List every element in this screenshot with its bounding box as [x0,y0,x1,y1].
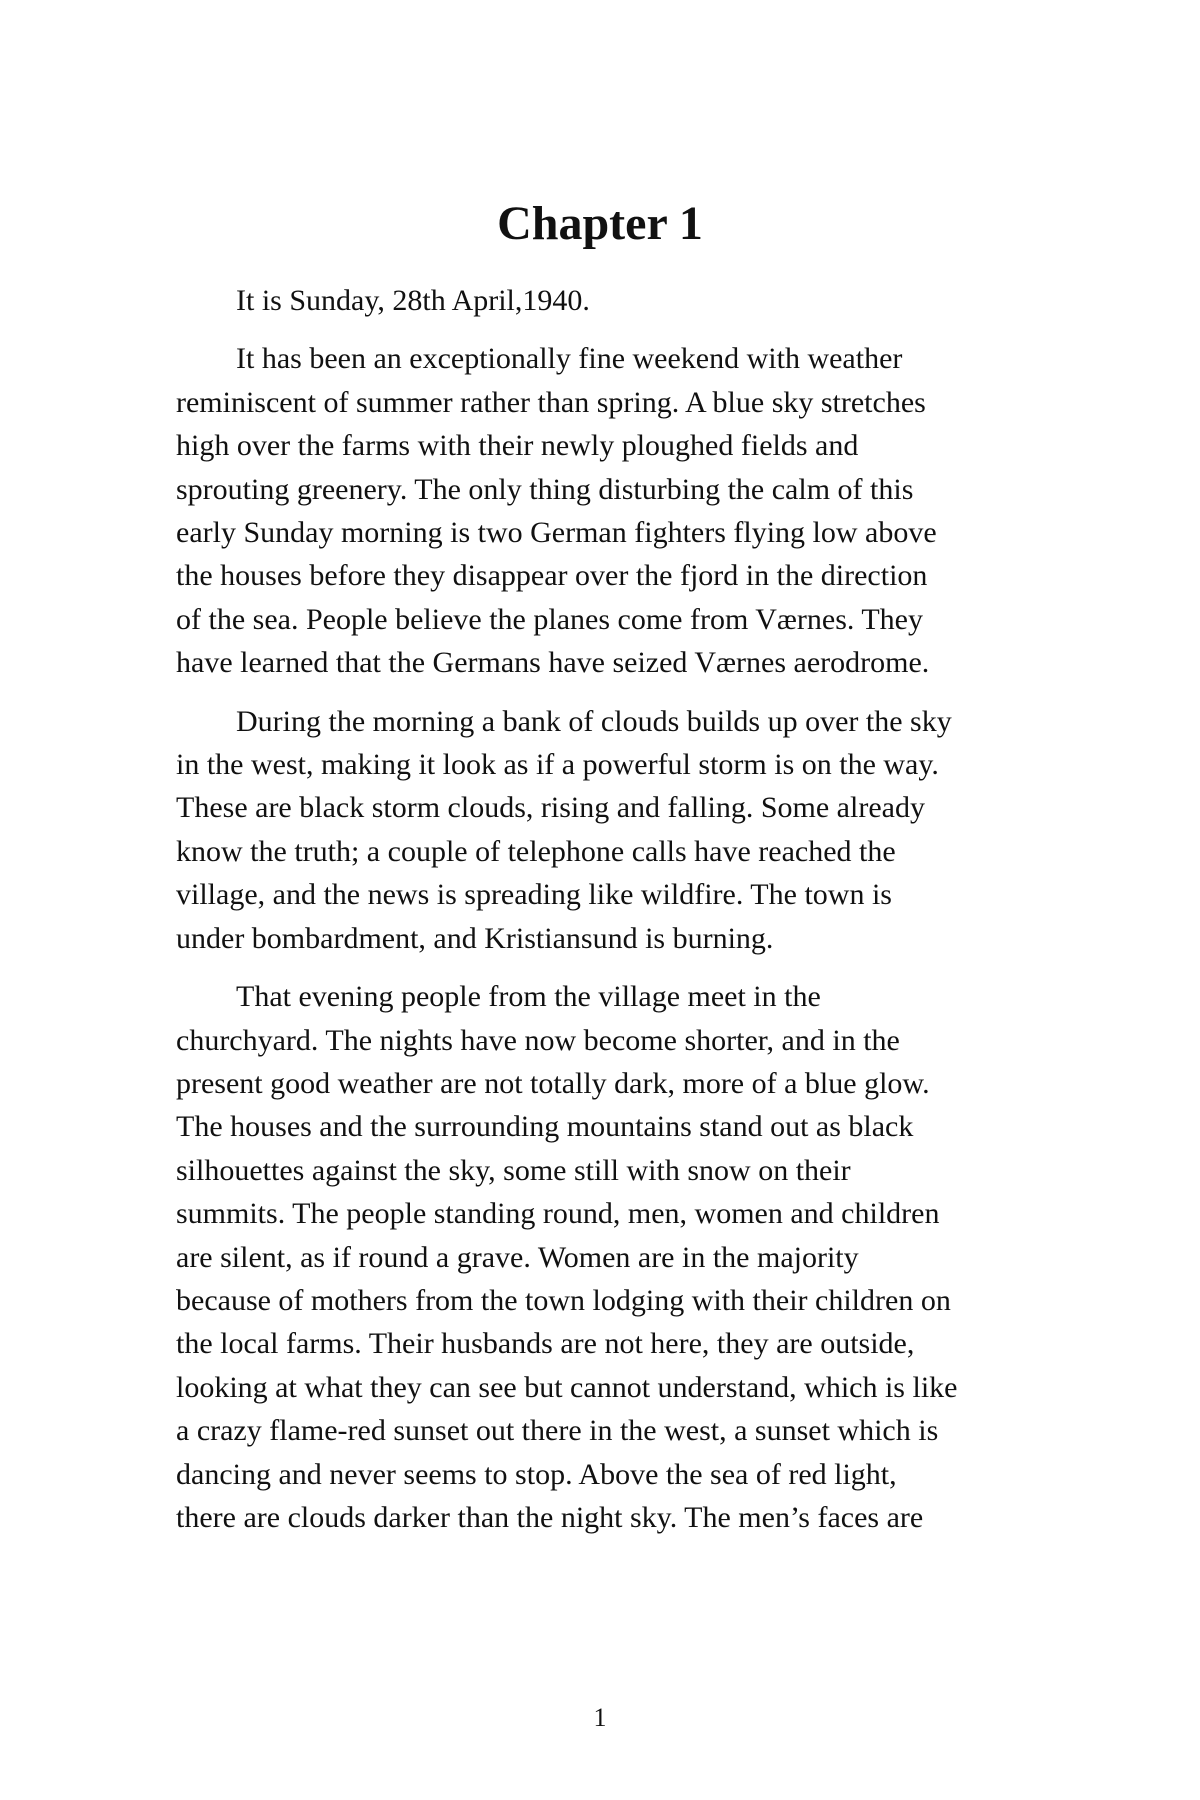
paragraph [176,700,1056,960]
text-line: That evening people from the village meet in the [236,980,821,1014]
text-line: are silent, as if round a grave. Women are in the majority [176,1240,859,1274]
text-line: the houses before they disappear over the fjord in the direction [176,559,928,593]
chapter-title: Chapter 1 [497,197,703,250]
text-line: churchyard. The nights have now become shorter, and in the [176,1023,900,1057]
text-line: dancing and never seems to stop. Above the sea of red light, [176,1457,897,1491]
text-line: The houses and the surrounding mountains stand out as black [176,1110,914,1144]
page-number: 1 [593,1703,607,1732]
paragraph [176,337,1056,684]
text-line: silhouettes against the sky, some still with snow on their [176,1153,851,1187]
text-line: It is Sunday, 28th April,1940. [236,284,590,317]
paragraph [176,279,1056,322]
text-line: summits. The people standing round, men, women and children [176,1197,940,1231]
text-line: know the truth; a couple of telephone calls have reached the [176,834,896,868]
paragraph [176,975,1056,1539]
text-line: sprouting greenery. The only thing disturbing the calm of this [176,472,914,506]
text-line: there are clouds darker than the night sky. The men’s faces are [176,1500,924,1534]
text-line: a crazy flame-red sunset out there in the west, a sunset which is [176,1414,939,1448]
text-line: village, and the news is spreading like wildfire. The town is [176,878,892,912]
text-line: It has been an exceptionally fine weekend with weather [236,342,903,376]
text-line: have learned that the Germans have seized Værnes aerodrome. [176,646,930,680]
text-line: early Sunday morning is two German fighters flying low above [176,516,937,550]
text-line: These are black storm clouds, rising and falling. Some already [176,791,925,825]
text-line: high over the farms with their newly ploughed fields and [176,429,859,463]
text-line: the local farms. Their husbands are not here, they are outside, [176,1327,915,1361]
text-line: looking at what they can see but cannot understand, which is like [176,1370,958,1404]
text-line: because of mothers from the town lodging with their children on [176,1283,951,1317]
text-line: reminiscent of summer rather than spring. A blue sky stretches [176,385,926,419]
text-line: During the morning a bank of clouds builds up over the sky [236,704,952,738]
text-line: under bombardment, and Kristiansund is burning. [176,921,774,955]
text-line: present good weather are not totally dark, more of a blue glow. [176,1066,930,1100]
chapter-body [176,279,1056,1539]
text-line: in the west, making it look as if a powerful storm is on the way. [176,748,939,782]
text-line: of the sea. People believe the planes come from Værnes. They [176,602,923,636]
